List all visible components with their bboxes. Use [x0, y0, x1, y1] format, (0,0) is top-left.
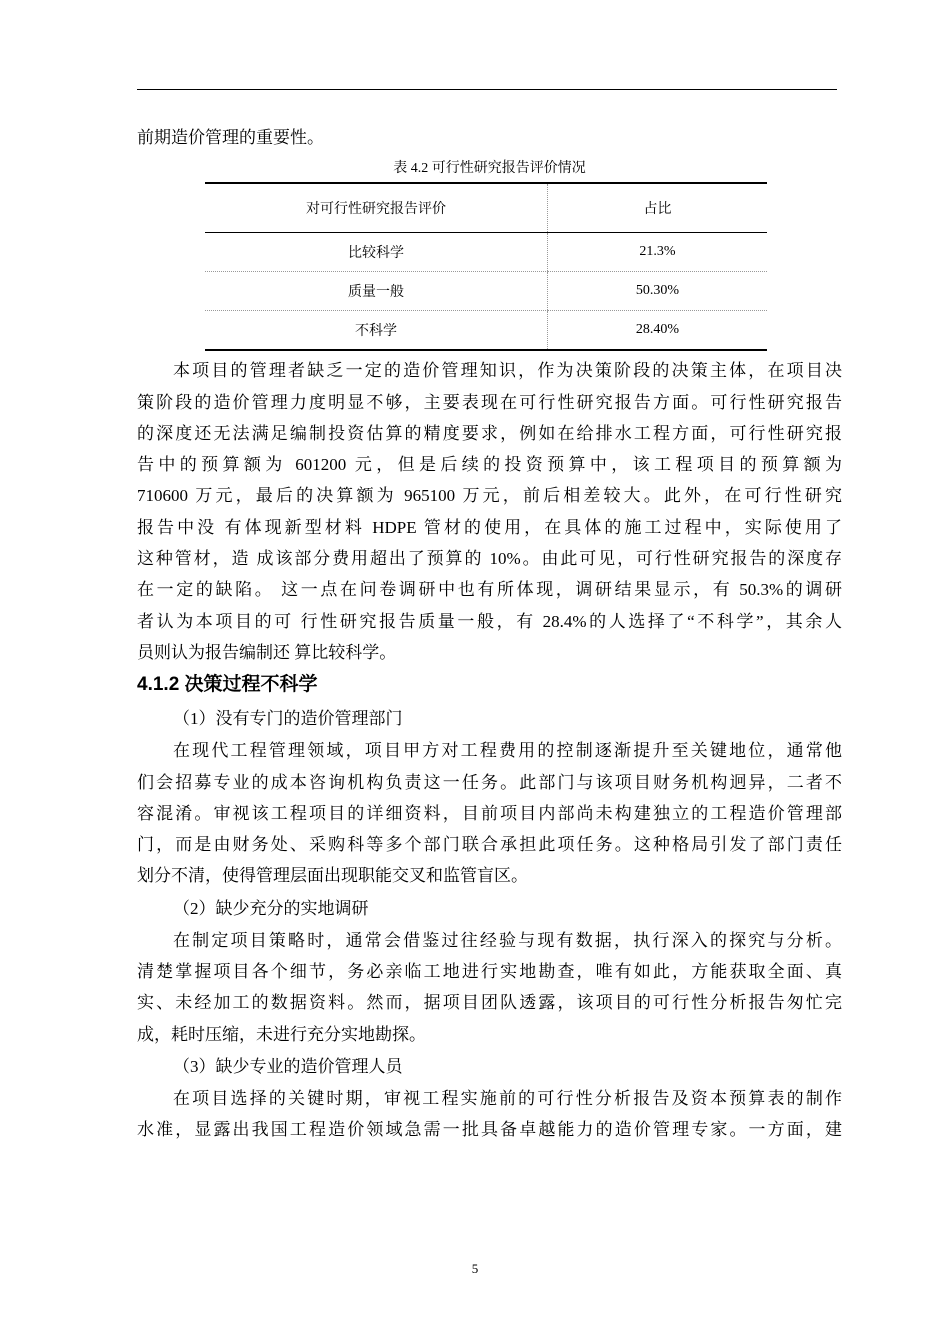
paragraph-line: 清楚掌握项目各个细节，务必亲临工地进行实地勘查，唯有如此，方能获取全面、真 [137, 962, 842, 982]
table-cell: 比较科学 [205, 233, 548, 272]
paragraph-line: 划分不清，使得管理层面出现职能交叉和监管盲区。 [137, 866, 528, 886]
table-cell: 质量一般 [205, 272, 548, 311]
table-header-cell: 对可行性研究报告评价 [205, 183, 548, 233]
paragraph-line: 本项目的管理者缺乏一定的造价管理知识，作为决策阶段的决策主体，在项目决 [173, 361, 842, 381]
paragraph-line: 710600 万元，最后的决算额为 965100 万元，前后相差较大。此外，在可行性研究 [137, 486, 842, 506]
paragraph-line: 门，而是由财务处、采购科等多个部门联合承担此项任务。这种格局引发了部门责任 [137, 835, 842, 855]
paragraph [137, 1083, 842, 1146]
paragraph-line: 策阶段的造价管理力度明显不够，主要表现在可行性研究报告方面。可行性研究报告 [137, 392, 842, 412]
table-cell: 50.30% [548, 272, 768, 311]
page-body [137, 122, 842, 1146]
paragraph-line: 者认为本项目的可 行性研究报告质量一般，有 28.4%的人选择了“不科学”，其余人 [137, 611, 842, 631]
subsection-title: （1）没有专门的造价管理部门 [173, 709, 403, 729]
evaluation-table [205, 182, 767, 351]
subsection-title: （3）缺少专业的造价管理人员 [173, 1056, 403, 1076]
table-row [205, 311, 767, 351]
table-header-row [205, 183, 767, 233]
paragraph [137, 735, 842, 891]
paragraph-line: 告中的预算额为 601200 元，但是后续的投资预算中，该工程项目的预算额为 [137, 455, 842, 475]
paragraph-line: 的深度还无法满足编制投资估算的精度要求，例如在给排水工程方面，可行性研究报 [137, 423, 842, 443]
table-caption: 表 4.2 可行性研究报告评价情况 [393, 161, 586, 177]
page-number: 5 [471, 1261, 479, 1276]
table-cell: 不科学 [205, 311, 548, 351]
paragraph-line: 在现代工程管理领域，项目甲方对工程费用的控制逐渐提升至关键地位，通常他 [173, 741, 842, 761]
intro-line: 前期造价管理的重要性。 [137, 128, 324, 147]
paragraph-line: 成，耗时压缩，未进行充分实地勘探。 [137, 1024, 426, 1044]
header-rule [137, 89, 837, 90]
subsections [137, 702, 842, 1145]
paragraph-line: 们会招募专业的成本咨询机构负责这一任务。此部门与该项目财务机构迥异，二者不 [137, 772, 842, 792]
paragraph-line: 在项目选择的关键时期，审视工程实施前的可行性分析报告及资本预算表的制作 [173, 1088, 842, 1108]
table-cell: 28.40% [548, 311, 768, 351]
table-row [205, 233, 767, 272]
paragraph-line: 容混淆。审视该工程项目的详细资料，目前项目内部尚未构建独立的工程造价管理部 [137, 803, 842, 823]
paragraph [137, 925, 842, 1050]
paragraph-line: 实、未经加工的数据资料。然而，据项目团队透露，该项目的可行性分析报告匆忙完 [137, 993, 842, 1013]
section-heading: 4.1.2 决策过程不科学 [137, 674, 318, 696]
table-header-cell: 占比 [548, 183, 768, 233]
paragraph [137, 355, 842, 668]
paragraph-line: 水准，显露出我国工程造价领域急需一批具备卓越能力的造价管理专家。一方面，建 [137, 1120, 842, 1140]
paragraph-line: 在制定项目策略时，通常会借鉴过往经验与现有数据，执行深入的探究与分析。 [173, 930, 842, 950]
paragraph-line: 员则认为报告编制还 算比较科学。 [137, 642, 397, 662]
table-cell: 21.3% [548, 233, 768, 272]
subsection-title: （2）缺少充分的实地调研 [173, 898, 369, 918]
paragraph-line: 报告中没 有体现新型材料 HDPE 管材的使用，在具体的施工过程中，实际使用了 [137, 517, 842, 537]
paragraph-line: 在一定的缺陷。 这一点在问卷调研中也有所体现，调研结果显示，有 50.3%的调研 [137, 580, 842, 600]
table-row [205, 272, 767, 311]
paragraph-line: 这种管材，造 成该部分费用超出了预算的 10%。由此可见，可行性研究报告的深度存 [137, 549, 842, 569]
